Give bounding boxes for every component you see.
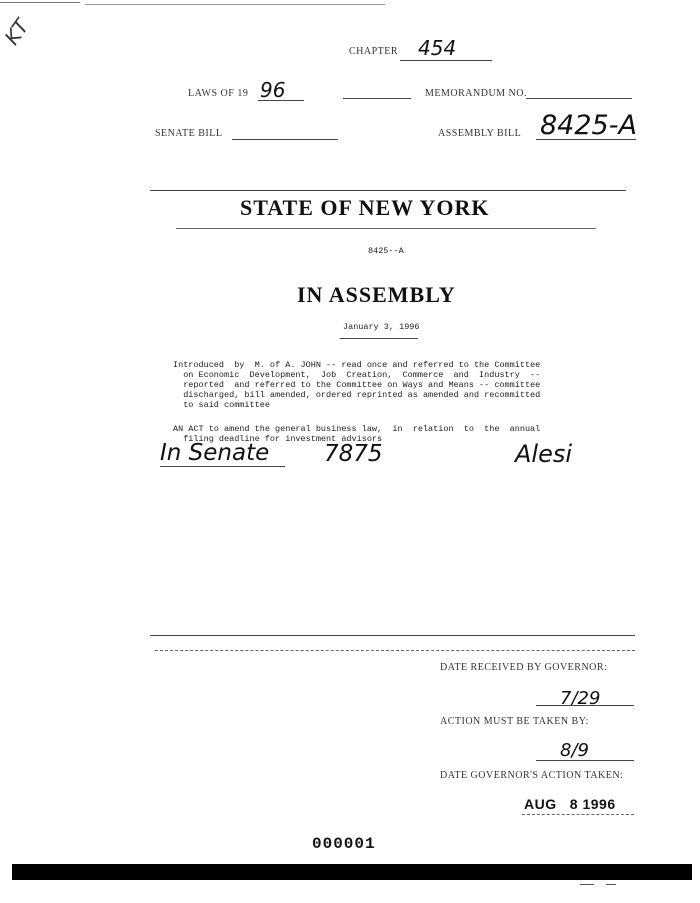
state-title: STATE OF NEW YORK: [240, 195, 490, 220]
scan-bottom-mark-2: [606, 884, 616, 885]
lower-rule-2: [155, 650, 635, 651]
state-top-rule: [150, 190, 626, 191]
assembly-bill-label: ASSEMBLY BILL: [438, 128, 522, 139]
chapter-line: [400, 60, 492, 61]
bill-number: 8425--A: [368, 246, 404, 256]
action-by-label: ACTION MUST BE TAKEN BY:: [440, 716, 589, 727]
in-senate-annotation: In Senate: [160, 440, 270, 466]
chapter-value: 454: [418, 36, 457, 60]
chamber-title: IN ASSEMBLY: [297, 282, 456, 307]
intro-line: on Economic Development, Job Creation, Commerce and Industry --: [173, 370, 541, 380]
date-received-value: 7/29: [560, 688, 601, 709]
state-bottom-rule: [176, 228, 596, 229]
senate-bill-label: SENATE BILL: [155, 128, 223, 139]
sponsor-annotation: Alesi: [515, 440, 573, 468]
action-taken-label: DATE GOVERNOR'S ACTION TAKEN:: [440, 770, 624, 781]
scan-bottom-mark-1: [580, 884, 594, 885]
bill-date: January 3, 1996: [343, 322, 420, 332]
chapter-label: CHAPTER: [349, 46, 399, 57]
laws-value: 96: [260, 78, 286, 102]
memorandum-label: MEMORANDUM NO.: [425, 88, 528, 99]
intro-line: to said committee: [173, 400, 270, 410]
date-received-line: [536, 705, 634, 706]
introduction-text: [173, 350, 540, 420]
scan-bottom-band: [12, 864, 692, 880]
lower-rule-1: [150, 635, 635, 636]
scan-top-edge-2: [85, 4, 385, 5]
laws-label: LAWS OF 19: [188, 88, 249, 99]
senate-bill-line: [232, 139, 338, 140]
page-code: 000001: [312, 835, 376, 853]
scan-top-edge: [0, 2, 80, 3]
corner-handwritten-mark: KT: [0, 14, 34, 50]
act-line: filing deadline for investment advisors: [173, 434, 383, 444]
date-rule: [340, 338, 418, 339]
memorandum-line: [526, 98, 632, 99]
action-by-value: 8/9: [560, 740, 589, 761]
blank-line: [343, 98, 411, 99]
act-line: AN ACT to amend the general business law, in relation to the annual: [173, 424, 541, 434]
intro-line: discharged, bill amended, ordered reprinted as amended and recommitted: [173, 390, 541, 400]
date-received-label: DATE RECEIVED BY GOVERNOR:: [440, 662, 608, 673]
action-taken-stamp: AUG 8 1996: [524, 796, 616, 812]
in-senate-underline: [160, 466, 285, 467]
intro-line: reported and referred to the Committee on Ways and Means -- committee: [173, 380, 541, 390]
action-taken-line: [522, 814, 634, 815]
assembly-bill-value: 8425-A: [540, 110, 637, 141]
action-by-line: [536, 760, 634, 761]
intro-line: Introduced by M. of A. JOHN -- read once and referred to the Committee: [173, 360, 541, 370]
senate-number-annotation: 7875: [324, 441, 383, 467]
